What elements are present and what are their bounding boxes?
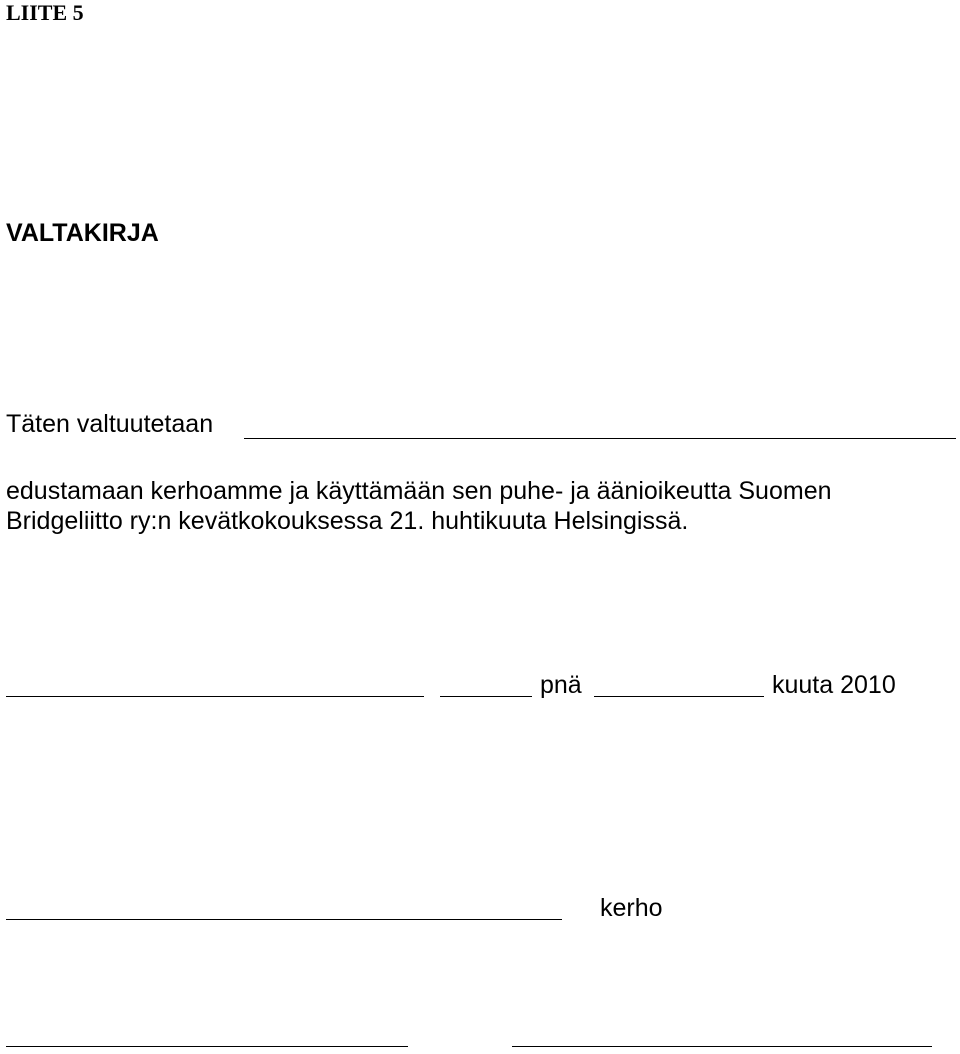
attachment-label: LIITE 5: [6, 0, 84, 25]
authorize-label: Täten valtuutetaan: [6, 410, 214, 438]
body-text-line-1: edustamaan kerhoamme ja käyttämään sen puhe- ja äänioikeutta Suomen: [6, 477, 832, 505]
day-label: pnä: [540, 671, 582, 699]
day-blank[interactable]: [440, 696, 532, 697]
club-label: kerho: [600, 894, 663, 922]
month-year-label: kuuta 2010: [772, 671, 896, 699]
authorized-person-blank[interactable]: [244, 438, 956, 439]
signature-blank-right[interactable]: [512, 1046, 932, 1047]
club-name-blank[interactable]: [6, 919, 562, 920]
document-title: VALTAKIRJA: [6, 219, 159, 247]
month-blank[interactable]: [594, 696, 764, 697]
body-text-line-2: Bridgeliitto ry:n kevätkokouksessa 21. huhtikuuta Helsingissä.: [6, 507, 689, 535]
signature-blank-left[interactable]: [6, 1046, 408, 1047]
place-blank[interactable]: [6, 696, 424, 697]
